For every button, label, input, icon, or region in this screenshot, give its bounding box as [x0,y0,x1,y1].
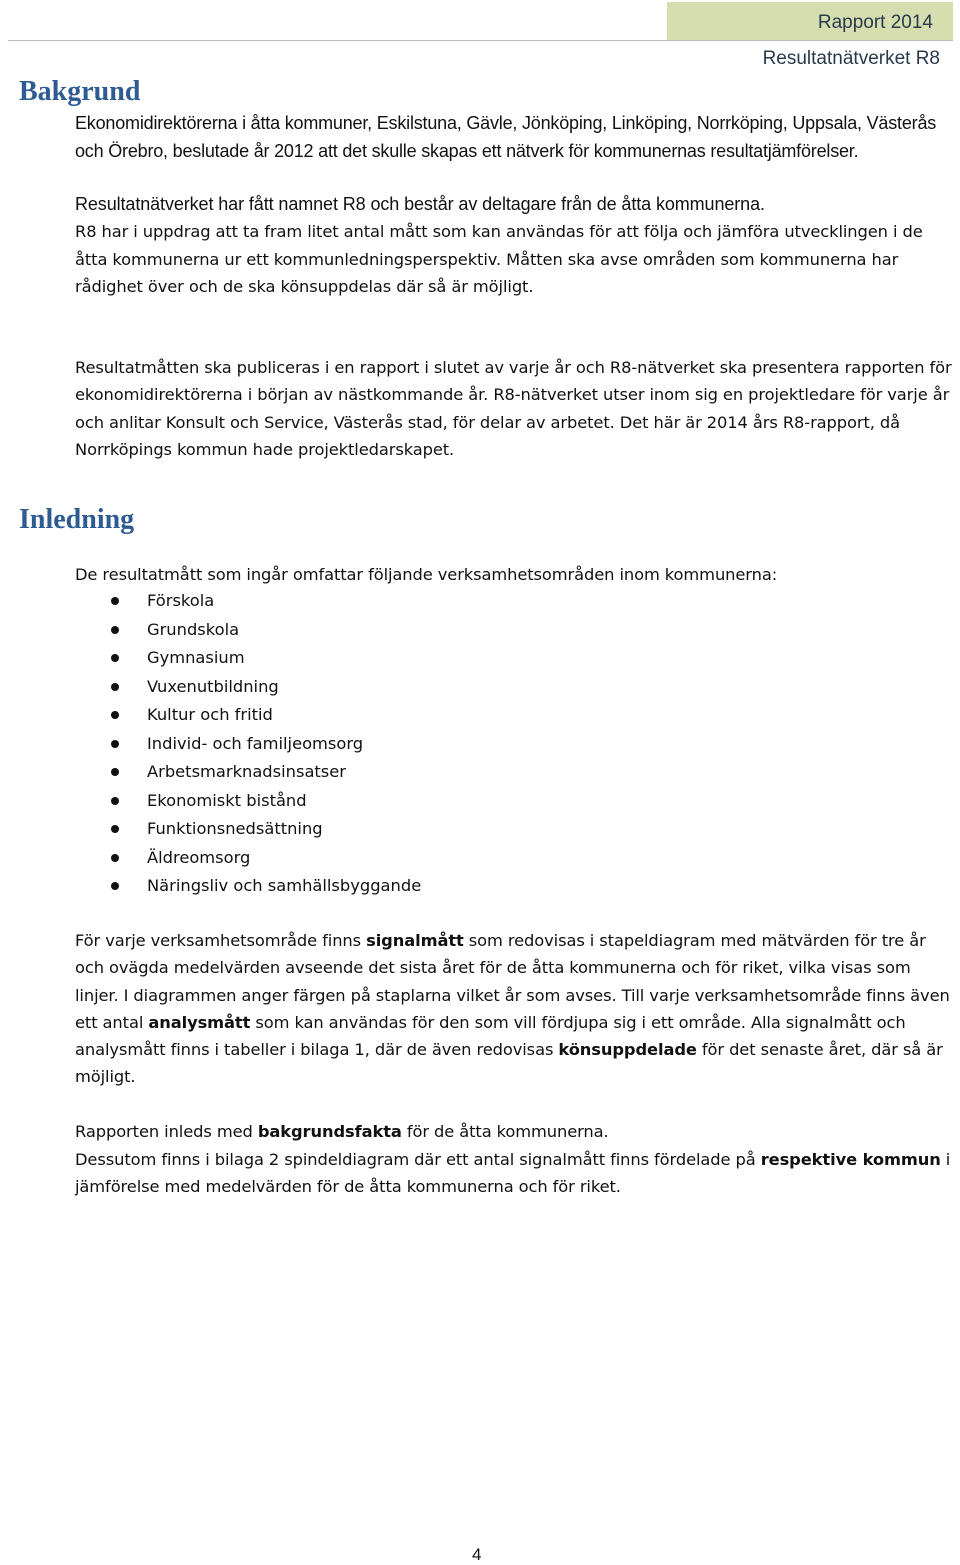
bullet-icon [111,768,119,776]
text-span: för de åtta kommunerna. [401,1122,609,1141]
list-item [75,787,421,816]
list-item-label: Grundskola [147,619,240,639]
bold-bakgrundsfakta: bakgrundsfakta [257,1122,402,1141]
list-item-label: Arbetsmarknadsinsatser [147,762,347,781]
list-item [75,701,421,730]
bullet-icon [111,854,119,862]
bullet-icon [111,626,119,634]
text-span: i jämförelse med medelvärden för de åtta kommunerna och för riket. [75,1150,951,1197]
list-item-label: Ekonomiskt bistånd [147,790,307,810]
bold-signalmatt: signalmått [366,931,464,950]
list-item-label: Näringsliv och samhällsbyggande [147,876,422,895]
list-item-label: Funktionsnedsättning [147,819,323,838]
paragraph-inledning-measures [75,927,955,1091]
bullet-icon [111,711,119,719]
list-item [75,673,421,702]
header-title-box [667,2,953,40]
text-span: Dessutom finns i bilaga 2 spindeldiagram där ett antal signalmått finns fördelade på [75,1150,761,1169]
bullet-icon [111,882,119,890]
heading-bakgrund: Bakgrund [19,76,141,107]
list-item-label: Vuxenutbildning [147,676,279,696]
paragraph-inledning-intro: De resultatmått som ingår omfattar följande verksamhetsområden inom kommunerna: [75,565,778,584]
paragraph-bakgrund-3: Resultatmåtten ska publiceras i en rapport i slutet av varje år och R8-nätverket ska presentera rapporten för ekonomidirektörerna i början av nästkommande år. R8-nätverket utser inom sig en projektledare för varje år och anlitar Konsult och Service, Västerås stad, för delar av arbetet. Det här är 2014 års R8-rapport, då Norrköpings kommun hade projektledarskapet. [75,358,952,459]
text-span: som kan användas för den som vill fördjupa sig i ett område. Alla signalmått och analysmått finns i tabeller i bilaga 1, där de även redovisas [75,1012,906,1060]
bold-respektive-kommun: respektive kommun [760,1150,941,1169]
text-span: för det senaste året, där så är möjligt. [75,1040,943,1087]
bullet-icon [111,654,119,662]
network-name: Resultatnätverket R8 [762,48,940,69]
list-item [75,872,421,901]
report-title: Rapport 2014 [817,12,933,33]
paragraph-bakgrund-2-line1: Resultatnätverket har fått namnet R8 och består av deltagare från de åtta kommunerna. [75,194,765,214]
paragraph-bakgrund-2-rest: R8 har i uppdrag att ta fram litet antal mått som kan användas för att följa och jämföra utvecklingen i de åtta kommunerna ur ett kommunledningsperspektiv. Måtten ska avse områden som kommunerna har rådighet över och de ska könsuppdelas där så är möjligt. [75,222,923,296]
header-rule [8,40,953,41]
heading-inledning: Inledning [19,504,135,535]
bullet-icon [111,683,119,691]
list-item [75,644,421,673]
bold-analysmatt: analysmått [148,1012,251,1032]
bullet-icon [111,797,119,805]
list-item [75,730,421,759]
list-item-label: Gymnasium [147,648,245,667]
list-item-label: Kultur och fritid [147,705,273,724]
bullet-icon [111,825,119,833]
bold-konsuppdelade: könsuppdelade [558,1040,697,1060]
list-item [75,616,421,645]
bullet-icon [111,740,119,748]
text-span: För varje verksamhetsområde finns [75,931,367,950]
list-item [75,844,421,873]
page-number: 4 [472,1545,482,1564]
paragraph-inledning-appendix [75,1146,955,1201]
list-item-label: Äldreomsorg [147,847,251,867]
paragraph-inledning-background [75,1118,955,1145]
list-item [75,815,421,844]
list-item [75,758,421,787]
list-item [75,587,421,616]
text-span: Rapporten inleds med [75,1122,258,1141]
areas-list [75,587,421,901]
list-item-label: Individ- och familjeomsorg [147,733,364,753]
text-span: som redovisas i stapeldiagram med mätvärden för tre år och ovägda medelvärden avseende det sista året för de åtta kommunerna och för riket, vilka visas som linjer. I diagrammen anger färgen på staplarna vilket år som avses. Till varje verksamhetsområde finns även ett antal [75,931,950,1032]
list-item-label: Förskola [147,591,215,610]
paragraph-bakgrund-2 [75,191,955,300]
paragraph-bakgrund-1: Ekonomidirektörerna i åtta kommuner, Eskilstuna, Gävle, Jönköping, Linköping, Norrköping, Uppsala, Västerås och Örebro, beslutade år 2012 att det skulle skapas ett nätverk för kommunernas resultatjämförelser. [75,113,937,161]
bullet-icon [111,597,119,605]
